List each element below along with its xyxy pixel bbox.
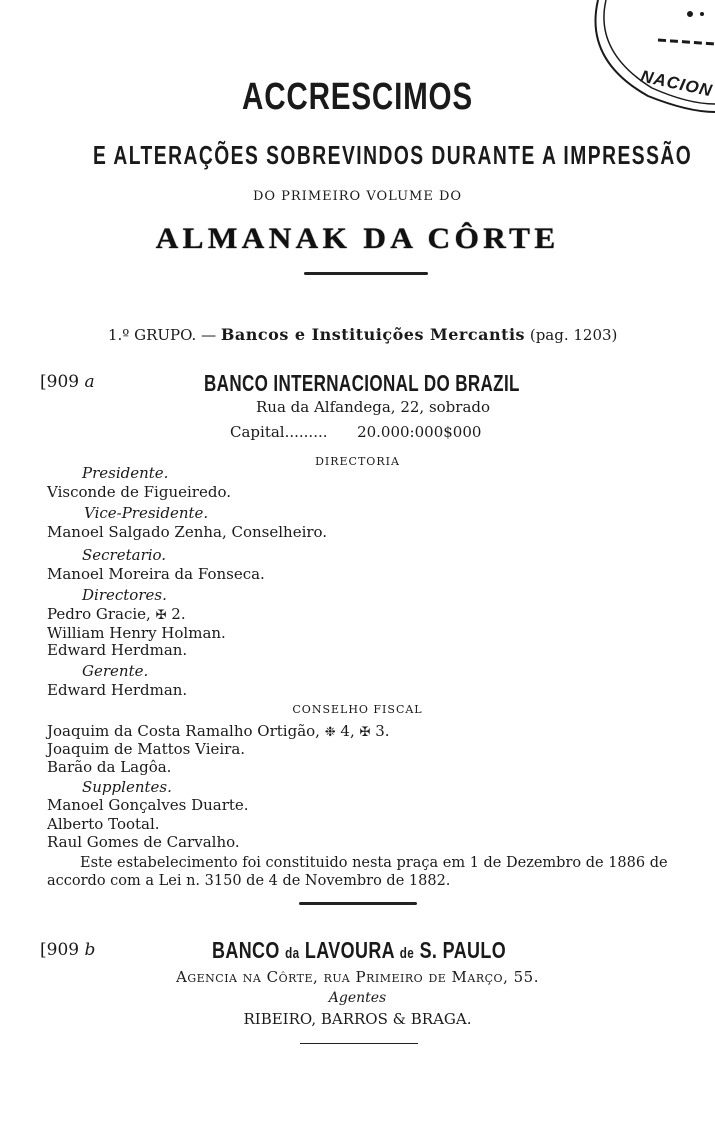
entry-number-letter: b: [84, 940, 96, 960]
fiscal-1-rank-a: 4,: [340, 722, 355, 740]
supplentes-label: Supplentes.: [82, 778, 172, 796]
bank-title-connector: da: [285, 945, 300, 962]
manager-name: Edward Herdman.: [47, 681, 188, 699]
secretary-name: Manoel Moreira da Fonseca.: [47, 565, 265, 583]
bank-agency: Agencia na Côrte, rua Primeiro de Março, 55.: [176, 968, 539, 986]
conselho-heading: CONSELHO FISCAL: [292, 703, 423, 716]
manager-label: Gerente.: [82, 662, 149, 680]
directors-label: Directores.: [82, 586, 167, 604]
group-page: (pag. 1203): [529, 326, 618, 344]
order-rose-icon: ❉: [324, 725, 336, 740]
fiscal-1-rank-b: 3.: [375, 722, 390, 740]
closing-divider: [300, 1043, 418, 1044]
vice-name: Manoel Salgado Zenha, Conselheiro.: [47, 523, 328, 541]
stamp-text: NACION: [638, 66, 715, 101]
agents-label: Agentes: [328, 990, 387, 1006]
bank-capital: [230, 423, 481, 441]
director-1-name: Pedro Gracie,: [47, 605, 151, 623]
bank-title-part: LAVOURA: [304, 937, 395, 963]
bank-title: BANCO INTERNACIONAL DO BRAZIL: [204, 370, 520, 396]
header-divider: [304, 272, 428, 275]
bank-title-connector: de: [399, 945, 415, 962]
vice-label: Vice-Presidente.: [84, 504, 209, 522]
entry-number-code: [909: [40, 372, 80, 392]
secretary-label: Secretario.: [82, 546, 167, 564]
group-name: Bancos e Instituições Mercantis: [220, 325, 526, 344]
director-1: [47, 605, 186, 623]
entry-number-code: [909: [40, 940, 80, 960]
president-label: Presidente.: [82, 464, 169, 482]
note-line-1: Este estabelecimento foi constituido nesta praça em 1 de Dezembro de 1886 de: [80, 855, 668, 871]
capital-value: 20.000:000$000: [357, 423, 482, 441]
entry-number: [40, 372, 95, 392]
supplente-3: Raul Gomes de Carvalho.: [47, 833, 240, 851]
bank-address: Rua da Alfandega, 22, sobrado: [256, 398, 491, 416]
note-line-2: accordo com a Lei n. 3150 de 4 de Novembro de 1882.: [47, 873, 451, 889]
entry-number: [40, 940, 95, 960]
entry-divider: [299, 902, 417, 905]
director-2: William Henry Holman.: [47, 624, 226, 642]
capital-label: Capital.........: [230, 423, 328, 441]
fiscal-3: Barão da Lagôa.: [47, 758, 172, 776]
group-prefix: 1.º GRUPO. —: [108, 326, 217, 344]
entry-number-letter: a: [84, 372, 95, 392]
order-cross-icon: ✠: [155, 608, 167, 623]
director-1-suffix: 2.: [171, 605, 186, 623]
supplente-1: Manoel Gonçalves Duarte.: [47, 796, 249, 814]
bank-title-part: S. PAULO: [419, 937, 507, 963]
bank-title: [212, 937, 506, 964]
volume-line: DO PRIMEIRO VOLUME DO: [252, 189, 463, 204]
supplente-2: Alberto Tootal.: [47, 815, 160, 833]
order-cross-icon: ✠: [359, 725, 371, 740]
fiscal-1: [47, 722, 390, 740]
director-3: Edward Herdman.: [47, 641, 188, 659]
bank-title-part: BANCO: [212, 937, 280, 963]
directoria-heading: DIRECTORIA: [315, 455, 400, 468]
group-heading: [108, 325, 617, 344]
fiscal-1-name: Joaquim da Costa Ramalho Ortigão,: [47, 722, 320, 740]
president-name: Visconde de Figueiredo.: [47, 483, 231, 501]
fiscal-2: Joaquim de Mattos Vieira.: [47, 740, 246, 758]
almanak-title: ALMANAK DA CÔRTE: [155, 222, 560, 255]
agents-names: RIBEIRO, BARROS & BRAGA.: [243, 1010, 472, 1028]
page-title: ACCRESCIMOS: [242, 76, 473, 118]
page-subtitle: E ALTERAÇÕES SOBREVINDOS DURANTE A IMPRESSÃO: [92, 140, 693, 170]
